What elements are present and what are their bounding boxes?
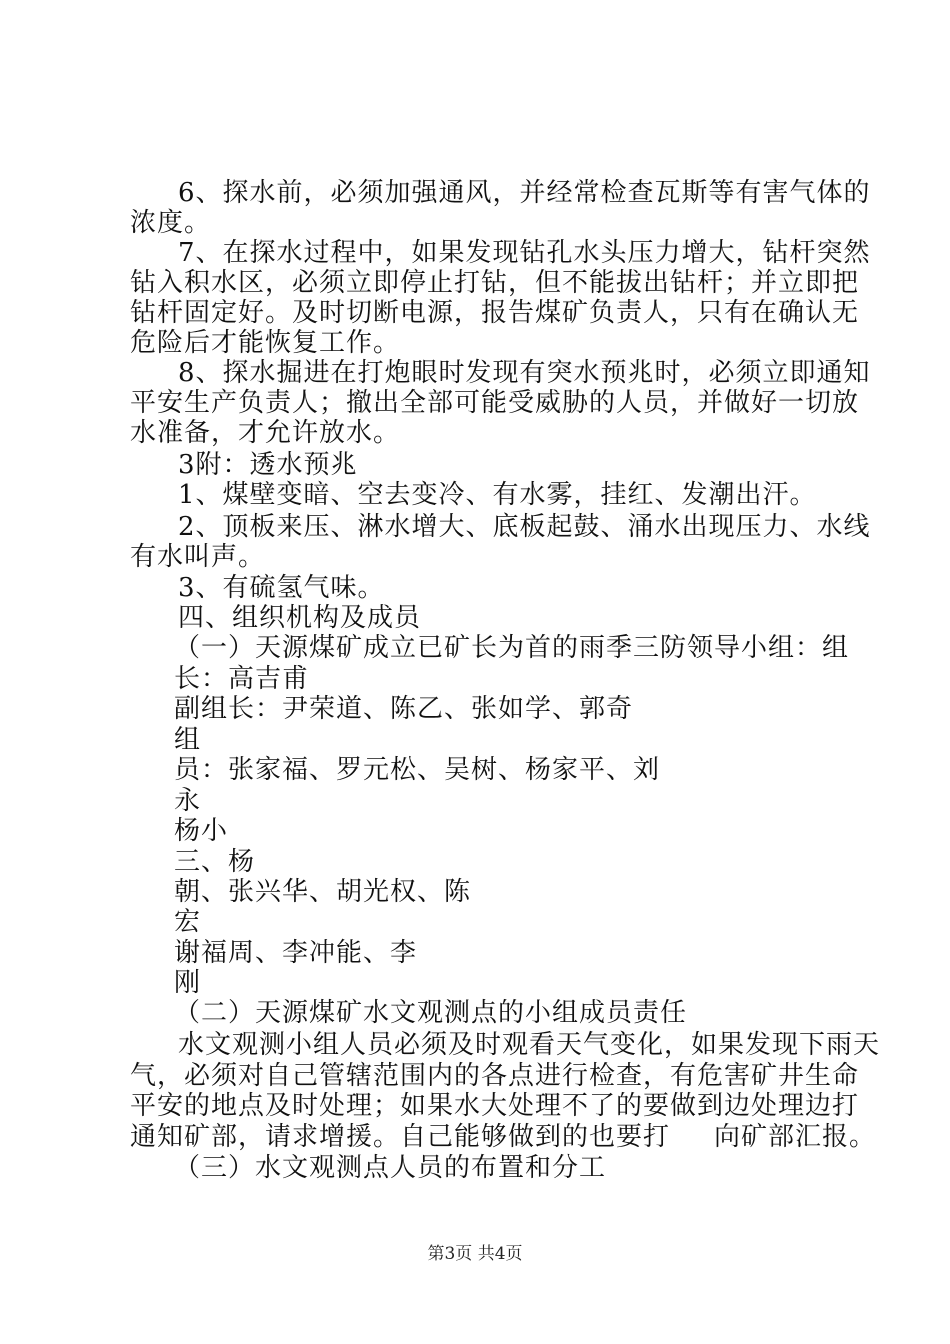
paragraph-line: 危险后才能恢复工作。 xyxy=(130,328,401,358)
paragraph-line: 7、在探水过程中，如果发现钻孔水头压力增大，钻杆突然 xyxy=(178,238,871,268)
paragraph-line: 谢福周、李冲能、李 xyxy=(174,938,418,968)
paragraph-line: 钻入积水区，必须立即停止打钻，但不能拔出钻杆；并立即把 xyxy=(130,268,860,298)
paragraph-line: （一）天源煤矿成立已矿长为首的雨季三防领导小组：组 xyxy=(174,633,850,663)
paragraph-line: 3、有硫氢气味。 xyxy=(178,573,385,603)
page-number-footer: 第3页 共4页 xyxy=(427,1244,523,1264)
paragraph-line: 平安的地点及时处理；如果水大处理不了的要做到边处理边打 xyxy=(130,1091,860,1121)
line-text-right: 向矿部汇报。 xyxy=(714,1122,877,1152)
paragraph-line: 水文观测小组人员必须及时观看天气变化，如果发现下雨天 xyxy=(178,1030,881,1060)
paragraph-line: 杨小 xyxy=(174,816,229,846)
paragraph-line: 三、杨 xyxy=(174,847,256,877)
paragraph-line: 气，必须对自己管辖范围内的各点进行检查，有危害矿井生命 xyxy=(130,1061,860,1091)
section-heading: 3附：透水预兆 xyxy=(178,450,358,480)
paragraph-line: 副组长：尹荣道、陈乙、张如学、郭奇 xyxy=(174,694,634,724)
paragraph-line: 8、探水掘进在打炮眼时发现有突水预兆时，必须立即通知 xyxy=(178,358,871,388)
line-text-left: 通知矿部，请求增援。自己能够做到的也要打 xyxy=(130,1122,671,1152)
paragraph-line: 组 xyxy=(174,725,202,755)
section-heading: （二）天源煤矿水文观测点的小组成员责任 xyxy=(174,998,688,1028)
paragraph-line: 钻杆固定好。及时切断电源，报告煤矿负责人，只有在确认无 xyxy=(130,298,860,328)
section-heading: 四、组织机构及成员 xyxy=(178,603,422,633)
paragraph-line xyxy=(130,1122,876,1152)
paragraph-line: 有水叫声。 xyxy=(130,542,266,572)
paragraph-line: 平安生产负责人；撤出全部可能受威胁的人员，并做好一切放 xyxy=(130,388,860,418)
paragraph-line: 6、探水前，必须加强通风，并经常检查瓦斯等有害气体的 xyxy=(178,178,871,208)
section-heading: （三）水文观测点人员的布置和分工 xyxy=(174,1153,607,1183)
paragraph-line: 刚 xyxy=(174,968,202,998)
paragraph-line: 浓度。 xyxy=(130,208,212,238)
paragraph-line: 长：高吉甫 xyxy=(174,664,310,694)
paragraph-line: 朝、张兴华、胡光权、陈 xyxy=(174,877,472,907)
paragraph-line: 2、顶板来压、淋水增大、底板起鼓、涌水出现压力、水线 xyxy=(178,512,871,542)
paragraph-line: 1、煤壁变暗、空去变冷、有水雾，挂红、发潮出汗。 xyxy=(178,480,817,510)
paragraph-line: 宏 xyxy=(174,907,202,937)
paragraph-line: 水准备，才允许放水。 xyxy=(130,418,401,448)
paragraph-line: 员：张家福、罗元松、吴树、杨家平、刘 xyxy=(174,755,661,785)
paragraph-line: 永 xyxy=(174,786,202,816)
